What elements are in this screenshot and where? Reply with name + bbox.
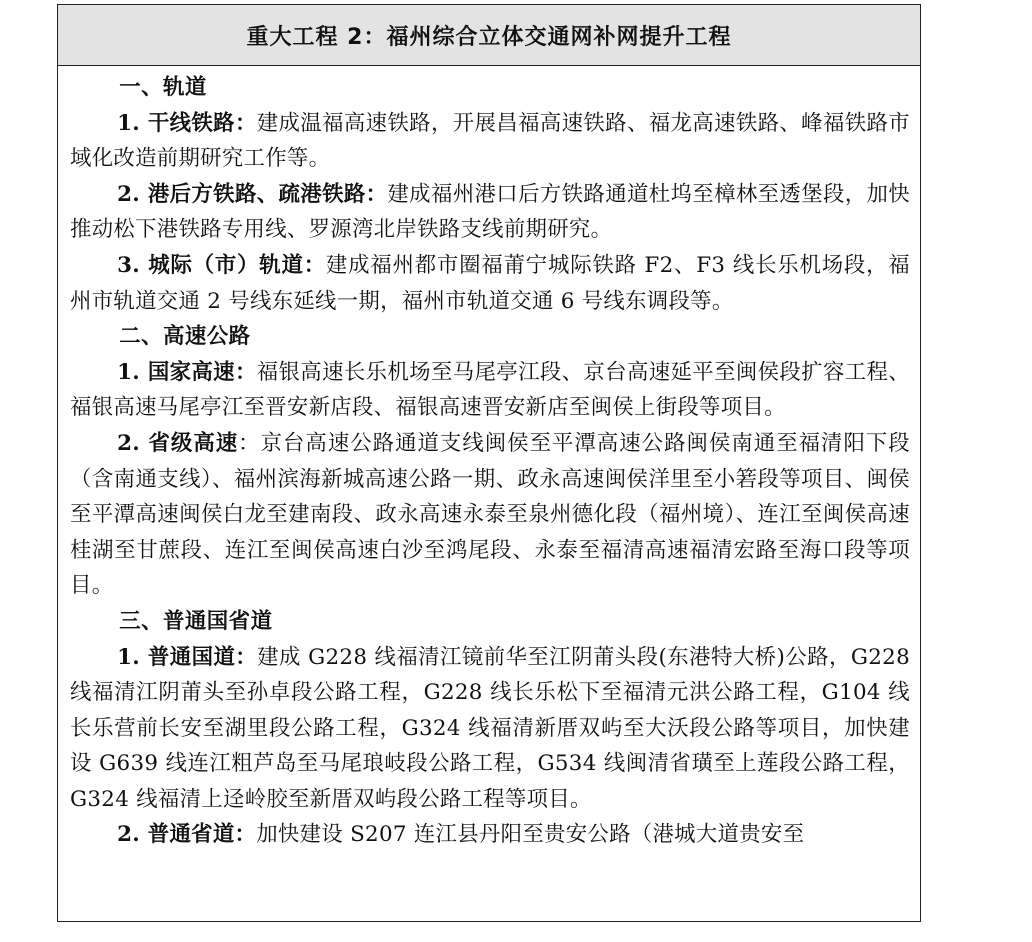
paragraph-intercity-rail	[70, 248, 910, 319]
item-lead: 2. 普通省道：	[117, 822, 257, 848]
section-heading-expressway: 二、高速公路	[119, 324, 251, 350]
item-text: 建成福州港口后方铁路通道杜坞至樟林至透堡段，加快推动松下港铁路专用线、罗源湾北岸铁路支线前期研究。	[70, 181, 910, 243]
paragraph-trunk-railway	[70, 106, 910, 177]
item-text: 建成福州都市圈福莆宁城际铁路 F2、F3 线长乐机场段，福州市轨道交通 2 号线东延线一期，福州市轨道交通 6 号线东调段等。	[70, 252, 910, 314]
item-text: 加快建设 S207 连江县丹阳至贵安公路（港城大道贵安至	[256, 822, 805, 848]
item-text: 建成 G228 线福清江镜前华至江阴莆头段(东港特大桥)公路，G228 线福清江阴莆头至孙卓段公路工程，G228 线长乐松下至福清元洪公路工程，G104 线长乐营前长安至湖里段公路工程，G324 线福清新厝双屿至大沃段公路等项目，加快建设 G639 线连江粗芦岛至马尾琅岐段公路工程，G534 线闽清省璜至上莲段公路工程，G324 线福清上迳岭胶至新厝双屿段公路工程等项目。	[70, 644, 910, 812]
box-body	[58, 66, 920, 853]
item-lead: 1. 干线铁路：	[117, 110, 257, 136]
paragraph-national-roads	[70, 640, 910, 818]
paragraph-provincial-expressway	[70, 426, 910, 604]
item-lead: 1. 普通国道：	[117, 644, 258, 670]
section-heading-national-provincial-roads: 三、普通国省道	[119, 608, 273, 634]
item-text: 福银高速长乐机场至马尾亭江段、京台高速延平至闽侯段扩容工程、福银高速马尾亭江至晋安新店段、福银高速晋安新店至闽侯上街段等项目。	[70, 359, 910, 421]
item-lead: 2. 省级高速	[117, 430, 239, 456]
section-heading-rail: 一、轨道	[119, 75, 207, 100]
paragraph-provincial-roads	[70, 817, 910, 853]
item-text: ：京台高速公路通道支线闽侯至平潭高速公路闽侯南通至福清阳下段（含南通支线）、福州滨海新城高速公路一期、政永高速闽侯洋里至小箬段等项目、闽侯至平潭高速闽侯白龙至建南段、政永高速永泰至泉州德化段（福州境）、连江至闽侯高速桂湖至甘蔗段、连江至闽侯高速白沙至鸿尾段、永泰至福清高速福清宏路至海口段等项目。	[70, 430, 910, 599]
project-box	[57, 4, 921, 922]
item-lead: 2. 港后方铁路、疏港铁路：	[117, 181, 388, 207]
item-lead: 3. 城际（市）轨道：	[117, 252, 326, 278]
paragraph-national-expressway	[70, 355, 910, 426]
box-title: 重大工程 2：福州综合立体交通网补网提升工程	[58, 5, 920, 66]
item-text: 建成温福高速铁路，开展昌福高速铁路、福龙高速铁路、峰福铁路市域化改造前期研究工作等。	[70, 110, 910, 172]
item-lead: 1. 国家高速：	[117, 359, 257, 385]
paragraph-port-railway	[70, 177, 910, 248]
